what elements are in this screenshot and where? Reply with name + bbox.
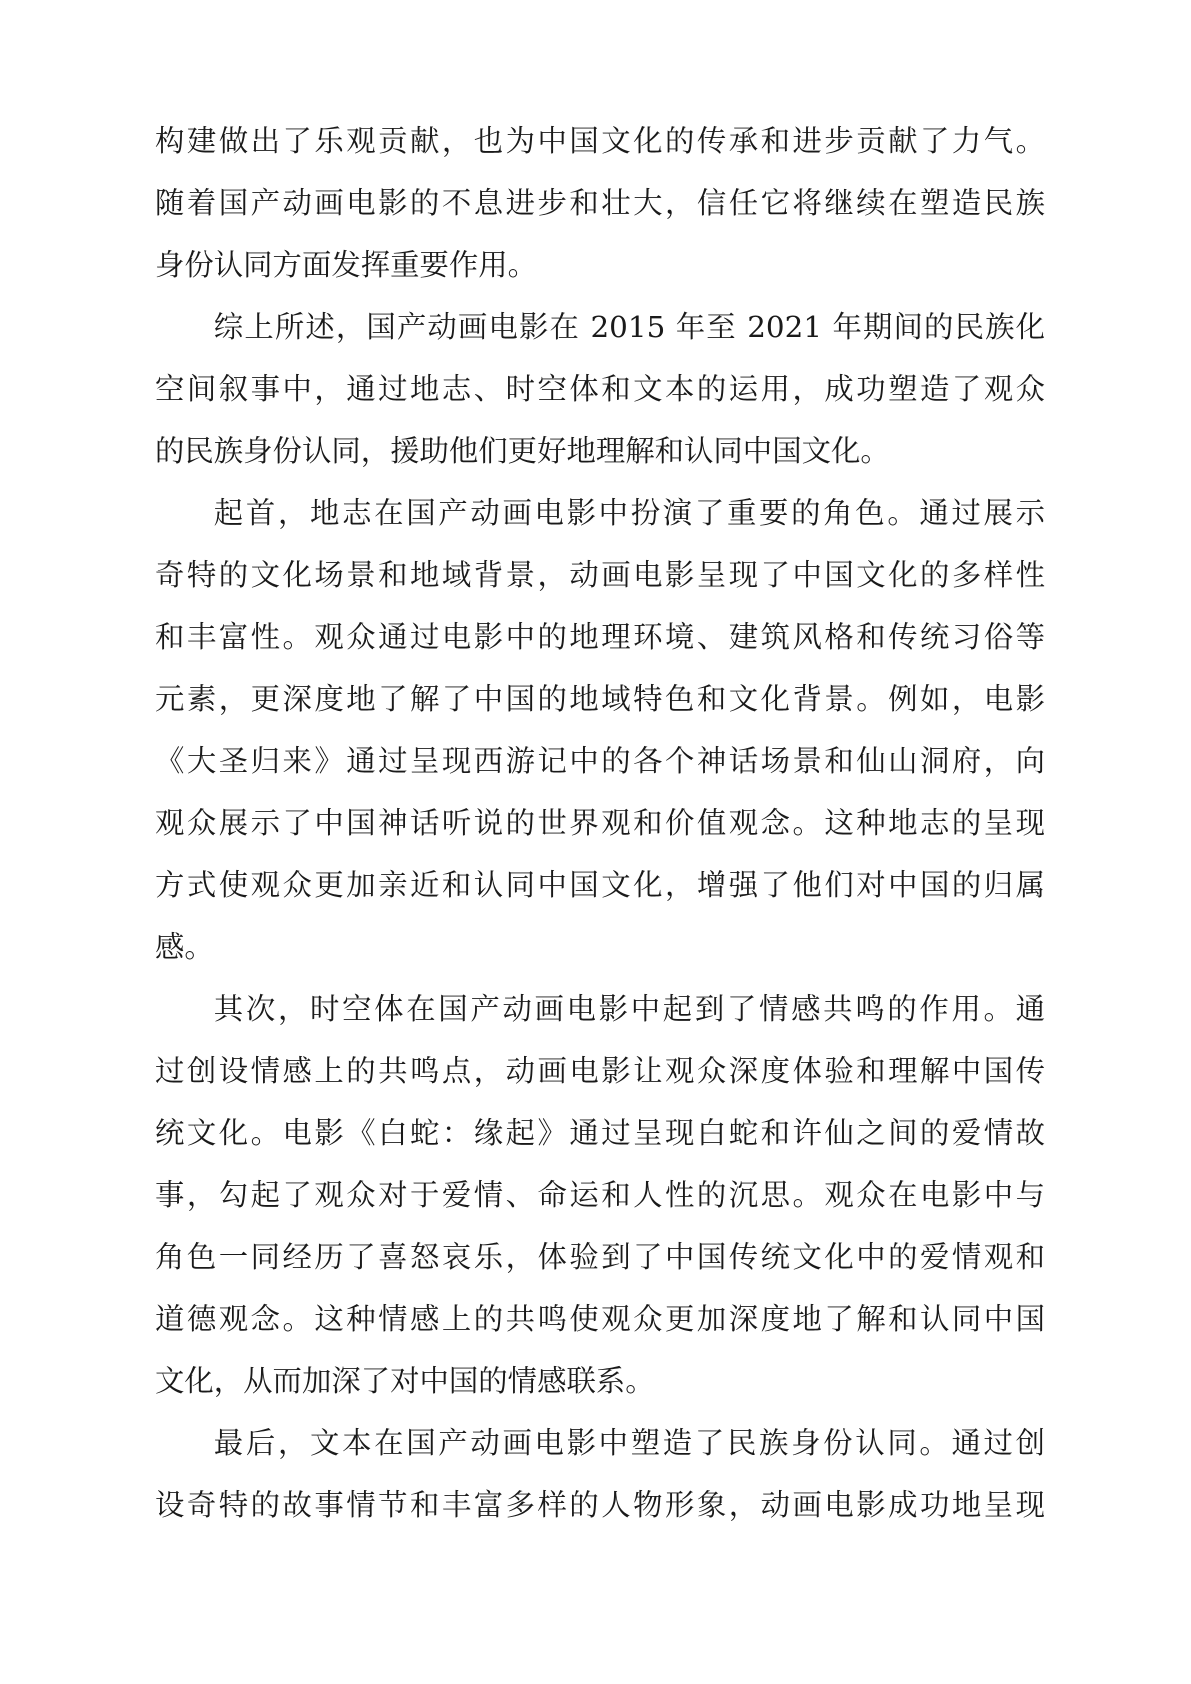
- text-line: 道德观念。这种情感上的共鸣使观众更加深度地了解和认同中国: [155, 1302, 1045, 1336]
- text-line: 和丰富性。观众通过电影中的地理环境、建筑风格和传统习俗等: [155, 620, 1045, 654]
- paragraph-4: [155, 978, 1045, 1412]
- paragraph-3: [155, 482, 1045, 978]
- body-text: [155, 110, 1045, 1536]
- text-line: 角色一同经历了喜怒哀乐，体验到了中国传统文化中的爱情观和: [155, 1240, 1045, 1274]
- text-line: 设奇特的故事情节和丰富多样的人物形象，动画电影成功地呈现: [155, 1488, 1045, 1522]
- text-line: 事，勾起了观众对于爱情、命运和人性的沉思。观众在电影中与: [155, 1178, 1045, 1212]
- text-line: 随着国产动画电影的不息进步和壮大，信任它将继续在塑造民族: [155, 186, 1045, 220]
- text-line: 构建做出了乐观贡献，也为中国文化的传承和进步贡献了力气。: [155, 124, 1045, 158]
- paragraph-1: [155, 110, 1045, 296]
- text-line: 最后，文本在国产动画电影中塑造了民族身份认同。通过创: [213, 1426, 1045, 1460]
- text-line: 文化，从而加深了对中国的情感联系。: [155, 1364, 655, 1398]
- text-line: 的民族身份认同，援助他们更好地理解和认同中国文化。: [155, 434, 890, 468]
- text-line: 空间叙事中，通过地志、时空体和文本的运用，成功塑造了观众: [155, 372, 1045, 406]
- text-line: 观众展示了中国神话听说的世界观和价值观念。这种地志的呈现: [155, 806, 1045, 840]
- paragraph-2: [155, 296, 1045, 482]
- text-line: 统文化。电影《白蛇：缘起》通过呈现白蛇和许仙之间的爱情故: [155, 1116, 1045, 1150]
- text-line: 奇特的文化场景和地域背景，动画电影呈现了中国文化的多样性: [155, 558, 1045, 592]
- text-line: 综上所述，国产动画电影在 2015 年至 2021 年期间的民族化: [213, 310, 1045, 344]
- text-line: 元素，更深度地了解了中国的地域特色和文化背景。例如，电影: [155, 682, 1045, 716]
- text-line: 感。: [155, 930, 214, 964]
- paragraph-5: [155, 1412, 1045, 1536]
- text-line: 其次，时空体在国产动画电影中起到了情感共鸣的作用。通: [213, 992, 1045, 1026]
- text-line: 方式使观众更加亲近和认同中国文化，增强了他们对中国的归属: [155, 868, 1045, 902]
- text-line: 起首，地志在国产动画电影中扮演了重要的角色。通过展示: [213, 496, 1045, 530]
- text-line: 过创设情感上的共鸣点，动画电影让观众深度体验和理解中国传: [155, 1054, 1045, 1088]
- text-line: 身份认同方面发挥重要作用。: [155, 248, 538, 282]
- text-line: 《大圣归来》通过呈现西游记中的各个神话场景和仙山洞府，向: [155, 744, 1045, 778]
